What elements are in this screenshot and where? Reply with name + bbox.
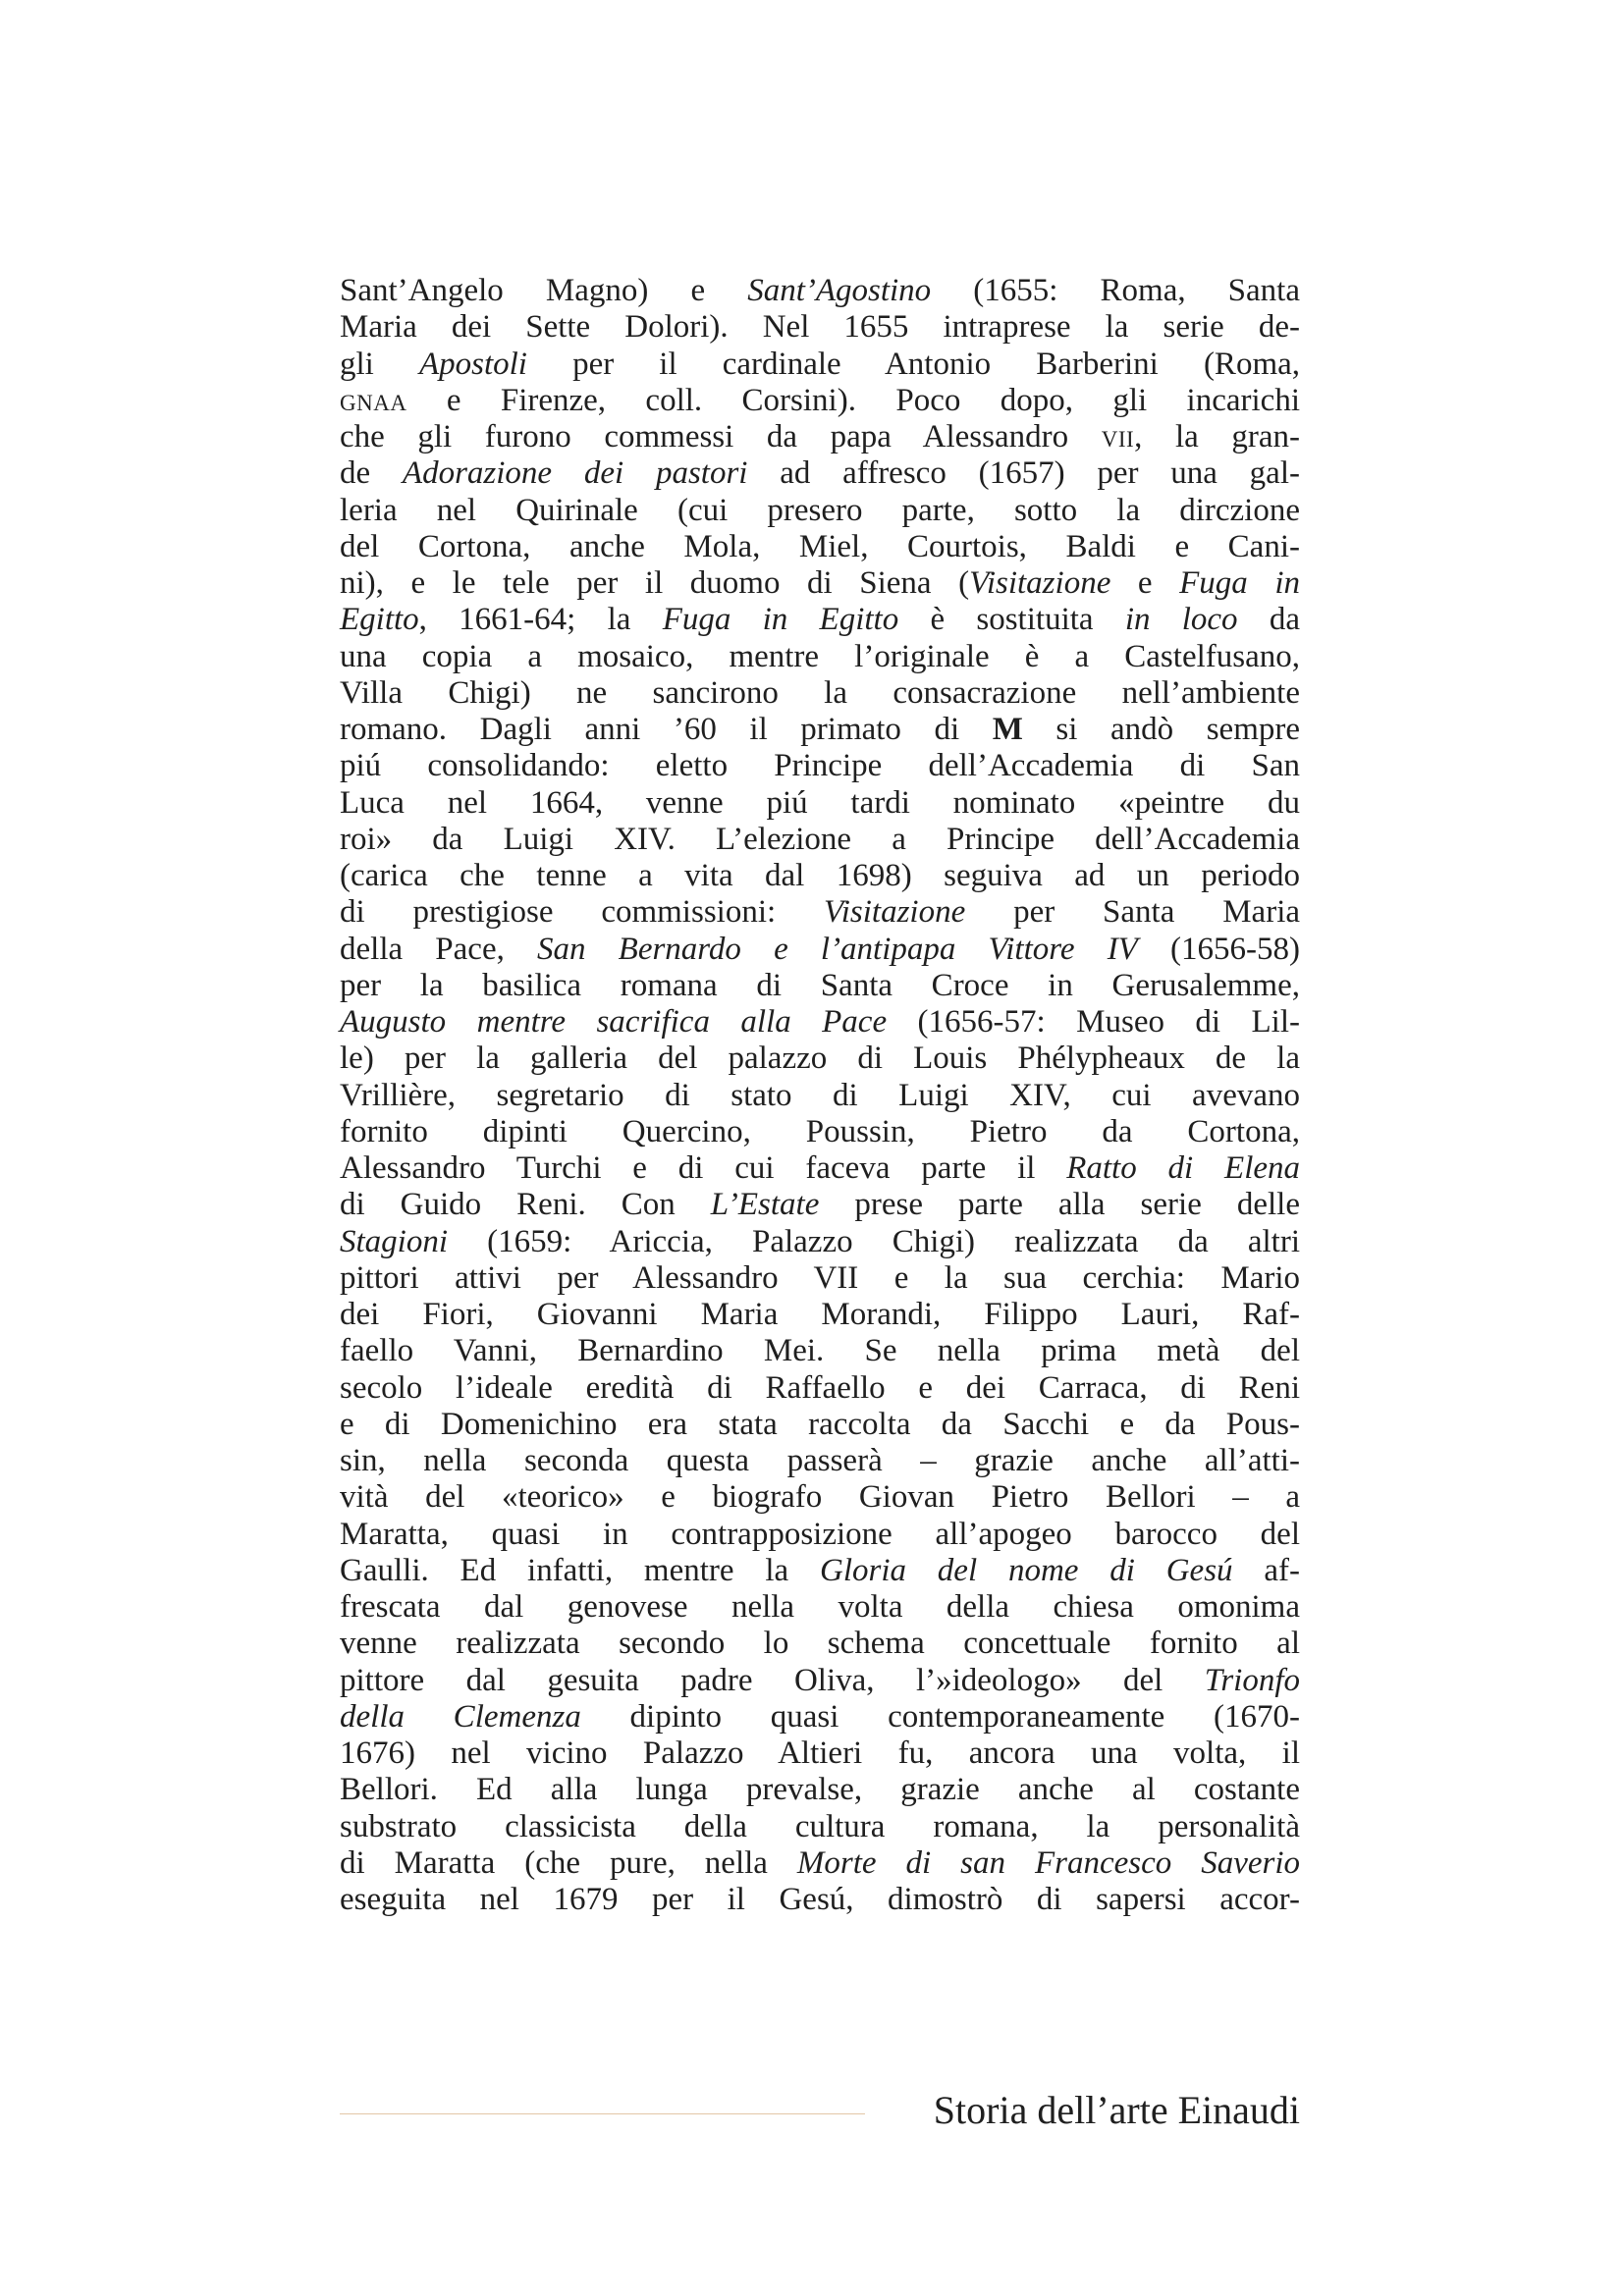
text-run: (carica che tenne a vita dal 1698) seguiva ad un periodo <box>340 858 1300 893</box>
text-line <box>340 602 1300 638</box>
text-run: dei Fiori, Giovanni Maria Morandi, Filippo Lauri, Raf- <box>340 1297 1300 1332</box>
text-run: per il cardinale Antonio Barberini (Roma, <box>526 346 1301 382</box>
text-line <box>340 1479 1300 1516</box>
text-line <box>340 347 1300 383</box>
text-line <box>340 639 1300 675</box>
italic-title: Visitazione <box>824 894 966 931</box>
text-line <box>340 419 1300 455</box>
text-line <box>340 894 1300 931</box>
text-line <box>340 1078 1300 1114</box>
italic-title: San Bernardo e l’antipapa Vittore IV <box>537 931 1138 967</box>
text-run: (1659: Ariccia, Palazzo Chigi) realizzata da altri <box>448 1223 1300 1259</box>
text-run: de <box>340 455 403 492</box>
text-run: secolo l’ideale eredità di Raffaello e dei Carraca, di Reni <box>340 1369 1300 1406</box>
text-run: vità del «teorico» e biografo Giovan Pietro Bellori – a <box>340 1479 1300 1516</box>
italic-title: della Clemenza <box>340 1698 581 1735</box>
text-line <box>340 675 1300 712</box>
text-line <box>340 309 1300 346</box>
text-run: faello Vanni, Bernardino Mei. Se nella prima metà del <box>340 1333 1300 1369</box>
text-line <box>340 1735 1300 1772</box>
italic-title: Egitto <box>340 602 419 638</box>
text-run: prese parte alla serie delle <box>819 1187 1300 1223</box>
footer-title: Storia dell’arte Einaudi <box>933 2088 1300 2132</box>
text-line <box>340 1663 1300 1699</box>
small-caps-text: vii <box>1101 419 1135 454</box>
text-line <box>340 383 1300 419</box>
text-run: sin, nella seconda questa passerà – grazie anche all’atti- <box>340 1443 1300 1478</box>
text-run: pittori attivi per Alessandro VII e la sua cerchia: Mario <box>340 1259 1300 1296</box>
text-run: di Maratta (che pure, nella <box>340 1844 797 1881</box>
text-run: Luca nel 1664, venne piú tardi nominato «peintre du <box>340 784 1300 821</box>
text-run: da <box>1237 602 1300 638</box>
text-line <box>340 529 1300 565</box>
text-run: (1656-57: Museo di Lil- <box>887 1004 1300 1040</box>
text-run: ad affresco (1657) per una gal- <box>747 455 1300 492</box>
italic-title: Gloria del nome di Gesú <box>819 1552 1233 1588</box>
text-run: pittore dal gesuita padre Oliva, l’»ideologo» del <box>340 1662 1205 1698</box>
text-run: Sant’Angelo Magno) e <box>340 273 748 308</box>
text-line <box>340 1370 1300 1407</box>
text-run: una copia a mosaico, mentre l’originale è a Castelfusano, <box>340 638 1300 674</box>
text-line <box>340 785 1300 822</box>
italic-title: Ratto di Elena <box>1066 1150 1301 1186</box>
text-line <box>340 1224 1300 1260</box>
text-line <box>340 932 1300 968</box>
text-run: di prestigiose commissioni: <box>340 894 825 931</box>
text-line <box>340 1150 1300 1187</box>
bold-initial: M <box>992 712 1023 747</box>
italic-title: Trionfo <box>1204 1662 1300 1698</box>
italic-title: Visitazione <box>969 565 1111 601</box>
text-run: frescata dal genovese nella volta della chiesa omonima <box>340 1589 1300 1625</box>
text-line <box>340 273 1300 309</box>
text-run: roi» da Luigi XIV. L’elezione a Principe dell’Accademia <box>340 821 1300 857</box>
text-run: fornito dipinti Quercino, Poussin, Pietro da Cortona, <box>340 1113 1300 1149</box>
text-line <box>340 455 1300 492</box>
text-run: che gli furono commessi da papa Alessandro <box>340 419 1102 454</box>
text-line <box>340 822 1300 858</box>
italic-title: Stagioni <box>340 1223 449 1259</box>
text-run: Gaulli. Ed infatti, mentre la <box>340 1552 820 1588</box>
page-footer <box>340 2081 1300 2140</box>
italic-title: Adorazione dei pastori <box>402 455 748 492</box>
footer-rule <box>340 2113 865 2114</box>
text-line <box>340 493 1300 529</box>
text-run: , la gran- <box>1134 419 1300 454</box>
text-run: e Firenze, coll. Corsini). Poco dopo, gli incarichi <box>406 382 1300 418</box>
italic-title: Sant’Agostino <box>747 273 932 308</box>
text-run: di Guido Reni. Con <box>340 1187 711 1223</box>
text-run: , 1661-64; la <box>418 602 663 638</box>
text-line <box>340 1772 1300 1808</box>
text-run: (1655: Roma, Santa <box>931 273 1300 308</box>
text-run: per Santa Maria <box>965 894 1301 931</box>
text-line <box>340 712 1300 748</box>
italic-title: Apostoli <box>418 346 527 382</box>
text-run: e <box>1110 565 1180 601</box>
text-line <box>340 1260 1300 1297</box>
text-line <box>340 1297 1300 1333</box>
text-line <box>340 565 1300 602</box>
text-line <box>340 1187 1300 1223</box>
text-line <box>340 1809 1300 1845</box>
text-run: Maratta, quasi in contrapposizione all’apogeo barocco del <box>340 1516 1300 1552</box>
text-line <box>340 1626 1300 1662</box>
text-line <box>340 1004 1300 1041</box>
text-run: substrato classicista della cultura romana, la personalità <box>340 1808 1300 1844</box>
text-line <box>340 1041 1300 1077</box>
text-run: eseguita nel 1679 per il Gesú, dimostrò di sapersi accor- <box>340 1882 1300 1917</box>
text-line <box>340 1114 1300 1150</box>
text-line <box>340 1845 1300 1882</box>
text-run: ni), e le tele per il duomo di Siena ( <box>340 565 970 601</box>
text-run: leria nel Quirinale (cui presero parte, sotto la dirczione <box>340 492 1300 528</box>
text-run: Alessandro Turchi e di cui faceva parte il <box>340 1150 1067 1186</box>
text-run: dipinto quasi contemporaneamente (1670- <box>580 1698 1300 1735</box>
text-run: Bellori. Ed alla lunga prevalse, grazie anche al costante <box>340 1772 1300 1808</box>
body-text <box>340 273 1300 1918</box>
text-run: le) per la galleria del palazzo di Louis Phélypheaux de la <box>340 1041 1300 1077</box>
text-line <box>340 1699 1300 1735</box>
text-line <box>340 1443 1300 1479</box>
text-line <box>340 1333 1300 1369</box>
text-run: per la basilica romana di Santa Croce in Gerusalemme, <box>340 967 1300 1003</box>
text-line <box>340 1589 1300 1626</box>
text-line <box>340 748 1300 784</box>
text-line <box>340 1517 1300 1553</box>
italic-title: Fuga in <box>1179 565 1300 601</box>
italic-title: Augusto mentre sacrifica alla Pace <box>340 1004 888 1040</box>
text-run: 1676) nel vicino Palazzo Altieri fu, ancora una volta, il <box>340 1735 1300 1771</box>
text-line <box>340 968 1300 1004</box>
text-run: af- <box>1232 1552 1301 1588</box>
text-line <box>340 1882 1300 1918</box>
text-run: gli <box>340 346 419 382</box>
small-caps-text: gnaa <box>340 382 407 418</box>
text-run: Vrillière, segretario di stato di Luigi XIV, cui avevano <box>340 1077 1300 1113</box>
italic-title: Fuga in Egitto <box>662 602 899 638</box>
text-run: (1656-58) <box>1137 931 1300 967</box>
text-run: Maria dei Sette Dolori). Nel 1655 intraprese la serie de- <box>340 309 1300 346</box>
text-run: si andò sempre <box>1022 712 1300 747</box>
text-run: Villa Chigi) ne sancirono la consacrazione nell’ambiente <box>340 674 1300 711</box>
text-line <box>340 858 1300 894</box>
text-run: venne realizzata secondo lo schema concettuale fornito al <box>340 1626 1300 1662</box>
text-run: piú consolidando: eletto Principe dell’Accademia di San <box>340 748 1300 784</box>
text-run: della Pace, <box>340 931 537 967</box>
italic-title: Morte di san Francesco Saverio <box>796 1844 1301 1881</box>
text-line <box>340 1407 1300 1443</box>
text-run: romano. Dagli anni ’60 il primato di <box>340 712 993 747</box>
italic-title: in loco <box>1124 602 1238 638</box>
text-line <box>340 1553 1300 1589</box>
italic-title: L’Estate <box>710 1187 820 1223</box>
text-run: del Cortona, anche Mola, Miel, Courtois, Baldi e Cani- <box>340 528 1300 564</box>
text-run: e di Domenichino era stata raccolta da Sacchi e da Pous- <box>340 1406 1300 1442</box>
text-run: è sostituita <box>898 602 1125 638</box>
